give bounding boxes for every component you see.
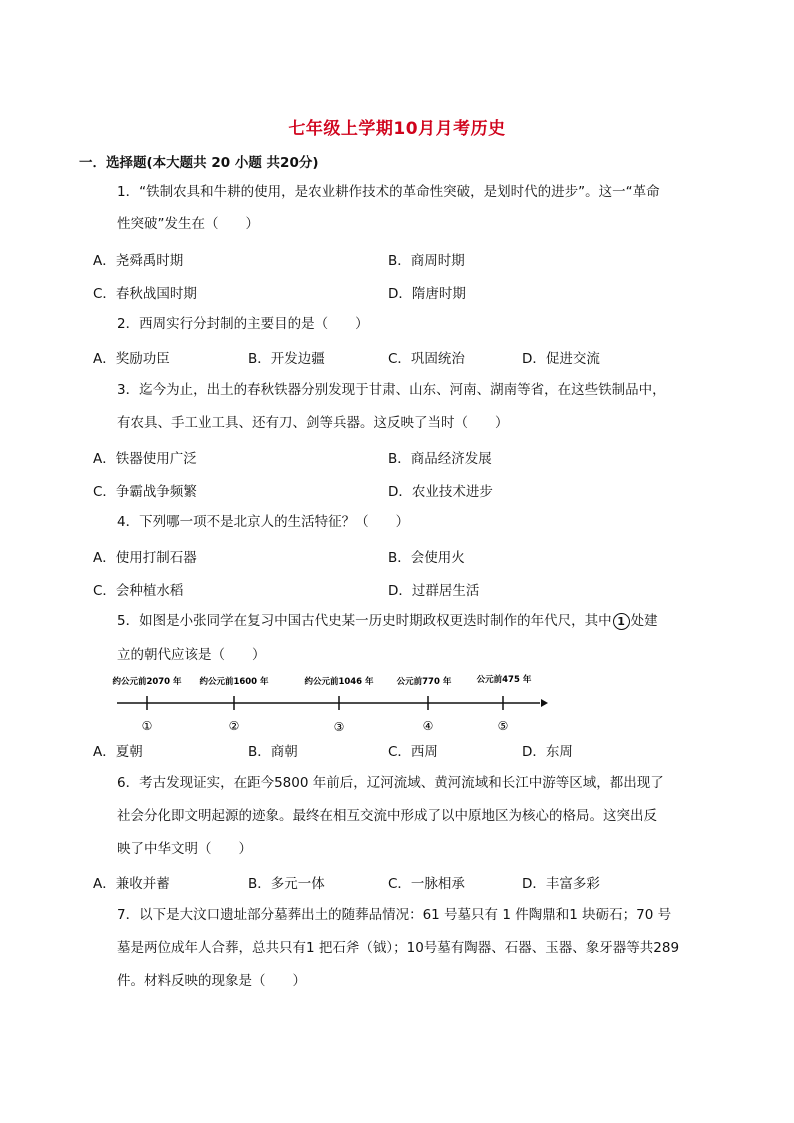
- question-1-line-2: 性突破”发生在（ ）: [117, 216, 259, 232]
- timeline-label-5: 公元前475 年: [476, 675, 532, 685]
- timeline-mark-1: ①: [141, 719, 153, 733]
- timeline-arrowhead: [541, 699, 548, 707]
- question-5-text-pre: 5．如图是小张同学在复习中国古代史某一历史时期政权更迭时制作的年代尺，其中: [117, 613, 612, 629]
- question-1-line-1: 1．“铁制农具和牛耕的使用，是农业耕作技术的革命性突破，是划时代的进步”。这一“革命: [117, 184, 660, 200]
- timeline-label-4: 公元前770 年: [396, 677, 452, 687]
- q3-option-a[interactable]: A．铁器使用广泛: [93, 451, 197, 467]
- timeline-label-1: 约公元前2070 年: [112, 677, 182, 687]
- q1-option-d[interactable]: D．隋唐时期: [388, 286, 466, 302]
- q5-option-d[interactable]: D．东周: [522, 744, 573, 760]
- question-5-line-2: 立的朝代应该是（ ）: [117, 647, 266, 663]
- q2-option-a[interactable]: A．奖励功臣: [93, 351, 170, 367]
- q4-option-a[interactable]: A．使用打制石器: [93, 550, 197, 566]
- q2-option-d[interactable]: D．促进交流: [522, 351, 600, 367]
- question-6-line-1: 6．考古发现证实，在距今5800 年前后，辽河流域、黄河流域和长江中游等区域，都出现了: [117, 775, 664, 791]
- q1-option-b[interactable]: B．商周时期: [388, 253, 465, 269]
- timeline-figure: [110, 668, 550, 738]
- q4-option-b[interactable]: B．会使用火: [388, 550, 465, 566]
- question-5-line-1: [117, 611, 658, 631]
- q3-option-c[interactable]: C．争霸战争频繁: [93, 484, 197, 500]
- q6-option-c[interactable]: C．一脉相承: [388, 876, 465, 892]
- q5-option-a[interactable]: A．夏朝: [93, 744, 143, 760]
- question-6-line-2: 社会分化即文明起源的迹象。最终在相互交流中形成了以中原地区为核心的格局。这突出反: [117, 808, 657, 824]
- q6-option-d[interactable]: D．丰富多彩: [522, 876, 600, 892]
- q5-option-c[interactable]: C．西周: [388, 744, 438, 760]
- q2-option-b[interactable]: B．开发边疆: [248, 351, 325, 367]
- timeline-mark-2: ②: [228, 719, 240, 733]
- timeline-label-3: 约公元前1046 年: [304, 677, 374, 687]
- q4-option-c[interactable]: C．会种植水稻: [93, 583, 184, 599]
- question-3-line-2: 有农具、手工业工具、还有刀、剑等兵器。这反映了当时（ ）: [117, 415, 509, 431]
- q6-option-a[interactable]: A．兼收并蓄: [93, 876, 170, 892]
- q6-option-b[interactable]: B．多元一体: [248, 876, 325, 892]
- q3-option-b[interactable]: B．商品经济发展: [388, 451, 492, 467]
- q5-option-b[interactable]: B．商朝: [248, 744, 298, 760]
- question-6-line-3: 映了中华文明（ ）: [117, 841, 252, 857]
- page-title: 七年级上学期10月月考历史: [288, 119, 506, 139]
- question-2-line-1: 2．西周实行分封制的主要目的是（ ）: [117, 316, 369, 332]
- timeline-mark-4: ④: [422, 719, 434, 733]
- q4-option-d[interactable]: D．过群居生活: [388, 583, 480, 599]
- question-7-line-1: 7．以下是大汶口遗址部分墓葬出土的随葬品情况：61 号墓只有 1 件陶鼎和1 块砺石；70 号: [117, 907, 672, 923]
- question-7-line-2: 墓是两位成年人合葬，总共只有1 把石斧（钺）；10号墓有陶器、石器、玉器、象牙器等共289: [117, 940, 680, 956]
- timeline-mark-3: ③: [333, 720, 345, 734]
- question-7-line-3: 件。材料反映的现象是（ ）: [117, 973, 306, 989]
- timeline-label-2: 约公元前1600 年: [199, 677, 269, 687]
- q3-option-d[interactable]: D．农业技术进步: [388, 484, 493, 500]
- section-heading: 一．选择题(本大题共 20 小题 共20分): [79, 155, 319, 171]
- timeline-mark-5: ⑤: [497, 719, 509, 733]
- q1-option-c[interactable]: C．春秋战国时期: [93, 286, 197, 302]
- q1-option-a[interactable]: A．尧舜禹时期: [93, 253, 184, 269]
- circled-number-1: 1: [613, 613, 630, 630]
- question-4-line-1: 4．下列哪一项不是北京人的生活特征？（ ）: [117, 514, 410, 530]
- question-5-text-post: 处建: [630, 613, 658, 629]
- q2-option-c[interactable]: C．巩固统治: [388, 351, 465, 367]
- question-3-line-1: 3．迄今为止，出土的春秋铁器分别发现于甘肃、山东、河南、湖南等省，在这些铁制品中，: [117, 382, 666, 398]
